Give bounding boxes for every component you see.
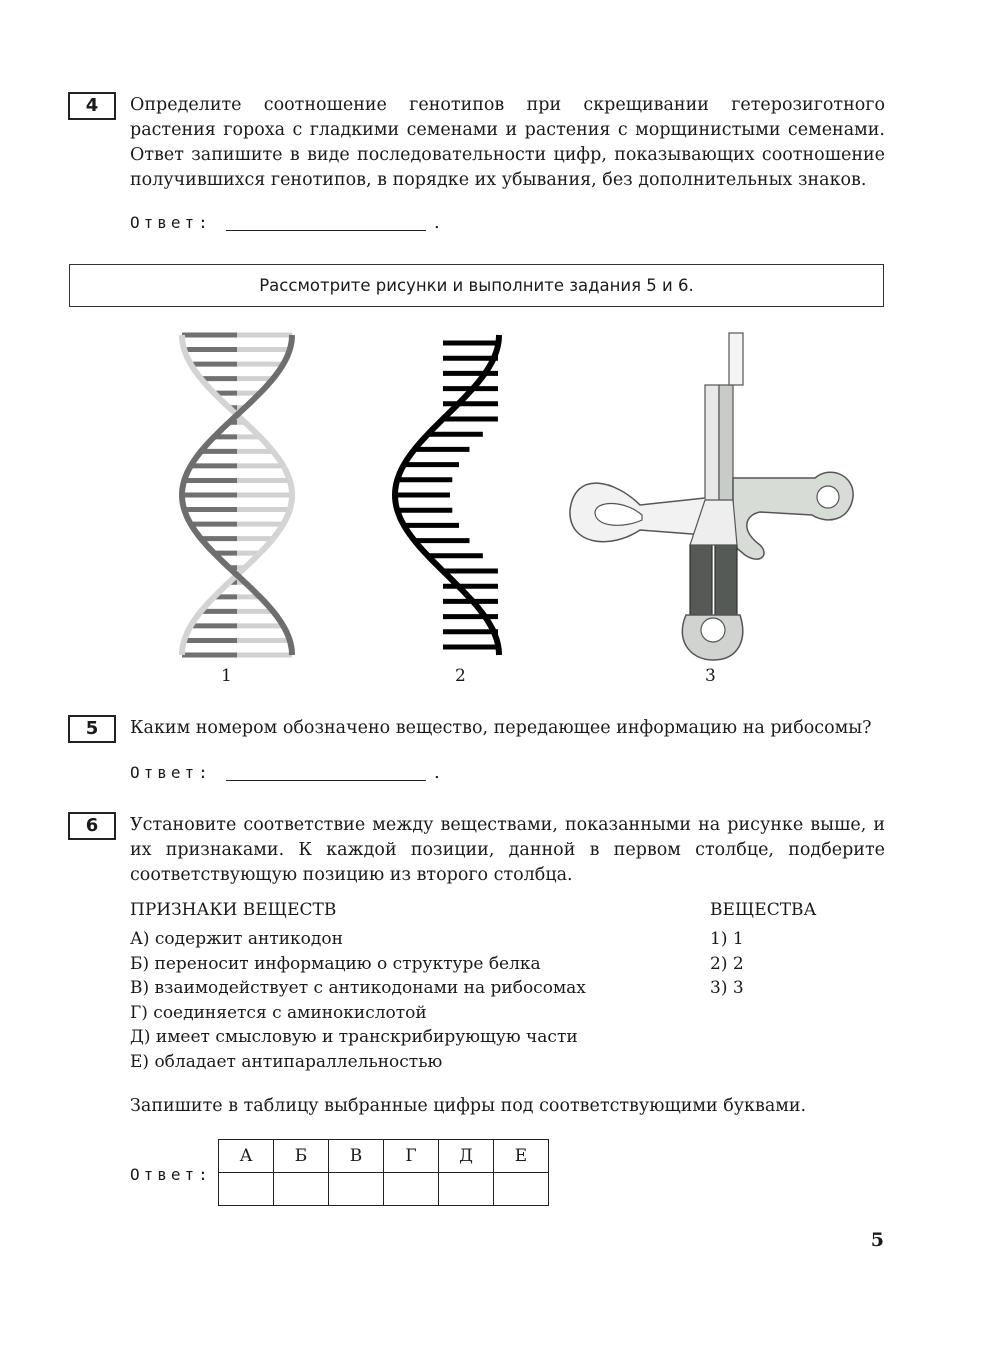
table-header-cell: В: [329, 1140, 384, 1173]
list-item: Е) обладает антипараллельностью: [130, 1051, 443, 1072]
table-header-cell: Е: [494, 1140, 549, 1173]
right-items-list: [710, 927, 744, 1001]
table-header-row: [219, 1140, 549, 1173]
answer-field-5[interactable]: [226, 780, 426, 781]
answer-cell-e[interactable]: [494, 1173, 549, 1206]
figure-label-3: 3: [705, 666, 716, 686]
answer-label-4: Ответ:: [130, 213, 212, 232]
question-6-text: Установите соответствие между веществами, показанными на рисунке выше, и их признаками. К каждой позиции, данной в первом столбце, подберите соответствующую позицию из второго столбца.: [130, 815, 885, 885]
question-number-4: 4: [68, 92, 116, 120]
answer-dot-5: .: [434, 762, 440, 783]
trna-cloverleaf-figure: [570, 333, 853, 660]
list-item: 2) 2: [710, 953, 744, 974]
table-answer-row: [219, 1173, 549, 1206]
answer-cell-d[interactable]: [439, 1173, 494, 1206]
list-item: Б) переносит информацию о структуре белка: [130, 953, 541, 974]
question-number-6: 6: [68, 812, 116, 840]
table-instruction: Запишите в таблицу выбранные цифры под соответствующими буквами.: [130, 1096, 807, 1116]
answer-cell-g[interactable]: [384, 1173, 439, 1206]
question-number-5: 5: [68, 715, 116, 743]
page-number: 5: [870, 1229, 884, 1251]
answer-label-6: Ответ:: [130, 1165, 212, 1184]
table-header-cell: Б: [274, 1140, 329, 1173]
answer-cell-a[interactable]: [219, 1173, 274, 1206]
list-item: В) взаимодействует с антикодонами на рибосомах: [130, 978, 586, 998]
table-header-cell: А: [219, 1140, 274, 1173]
list-item: Г) соединяется с аминокислотой: [130, 1002, 427, 1023]
figure-label-1: 1: [221, 666, 232, 686]
left-column-header: ПРИЗНАКИ ВЕЩЕСТВ: [130, 900, 337, 920]
answer-dot-4: .: [434, 212, 440, 233]
rna-single-strand-figure: [395, 335, 499, 655]
list-item: Д) имеет смысловую и транскрибирующую части: [130, 1027, 578, 1047]
table-header-cell: Д: [439, 1140, 494, 1173]
question-4-text: Определите соотношение генотипов при скрещивании гетерозиготного растения гороха с гладкими семенами и растения с морщинистыми семенами. Ответ запишите в виде последовательности цифр, показывающих соотношение получившихся генотипов, в порядке их убывания, без дополнительных знаков.: [130, 95, 885, 190]
table-header-cell: Г: [384, 1140, 439, 1173]
list-item: 3) 3: [710, 978, 744, 998]
instruction-banner: Рассмотрите рисунки и выполните задания 5 и 6.: [69, 264, 884, 307]
answer-label-5: Ответ:: [130, 763, 212, 782]
right-column-header: ВЕЩЕСТВА: [710, 900, 817, 920]
left-items-list: [130, 927, 586, 1074]
answer-table: [218, 1139, 549, 1206]
dna-double-helix-figure: [182, 335, 292, 655]
answer-cell-b[interactable]: [274, 1173, 329, 1206]
list-item: 1) 1: [710, 929, 744, 949]
answer-cell-v[interactable]: [329, 1173, 384, 1206]
list-item: А) содержит антикодон: [130, 929, 343, 949]
figure-label-2: 2: [455, 666, 466, 686]
question-5-text: Каким номером обозначено вещество, передающее информацию на рибосомы?: [130, 718, 872, 738]
